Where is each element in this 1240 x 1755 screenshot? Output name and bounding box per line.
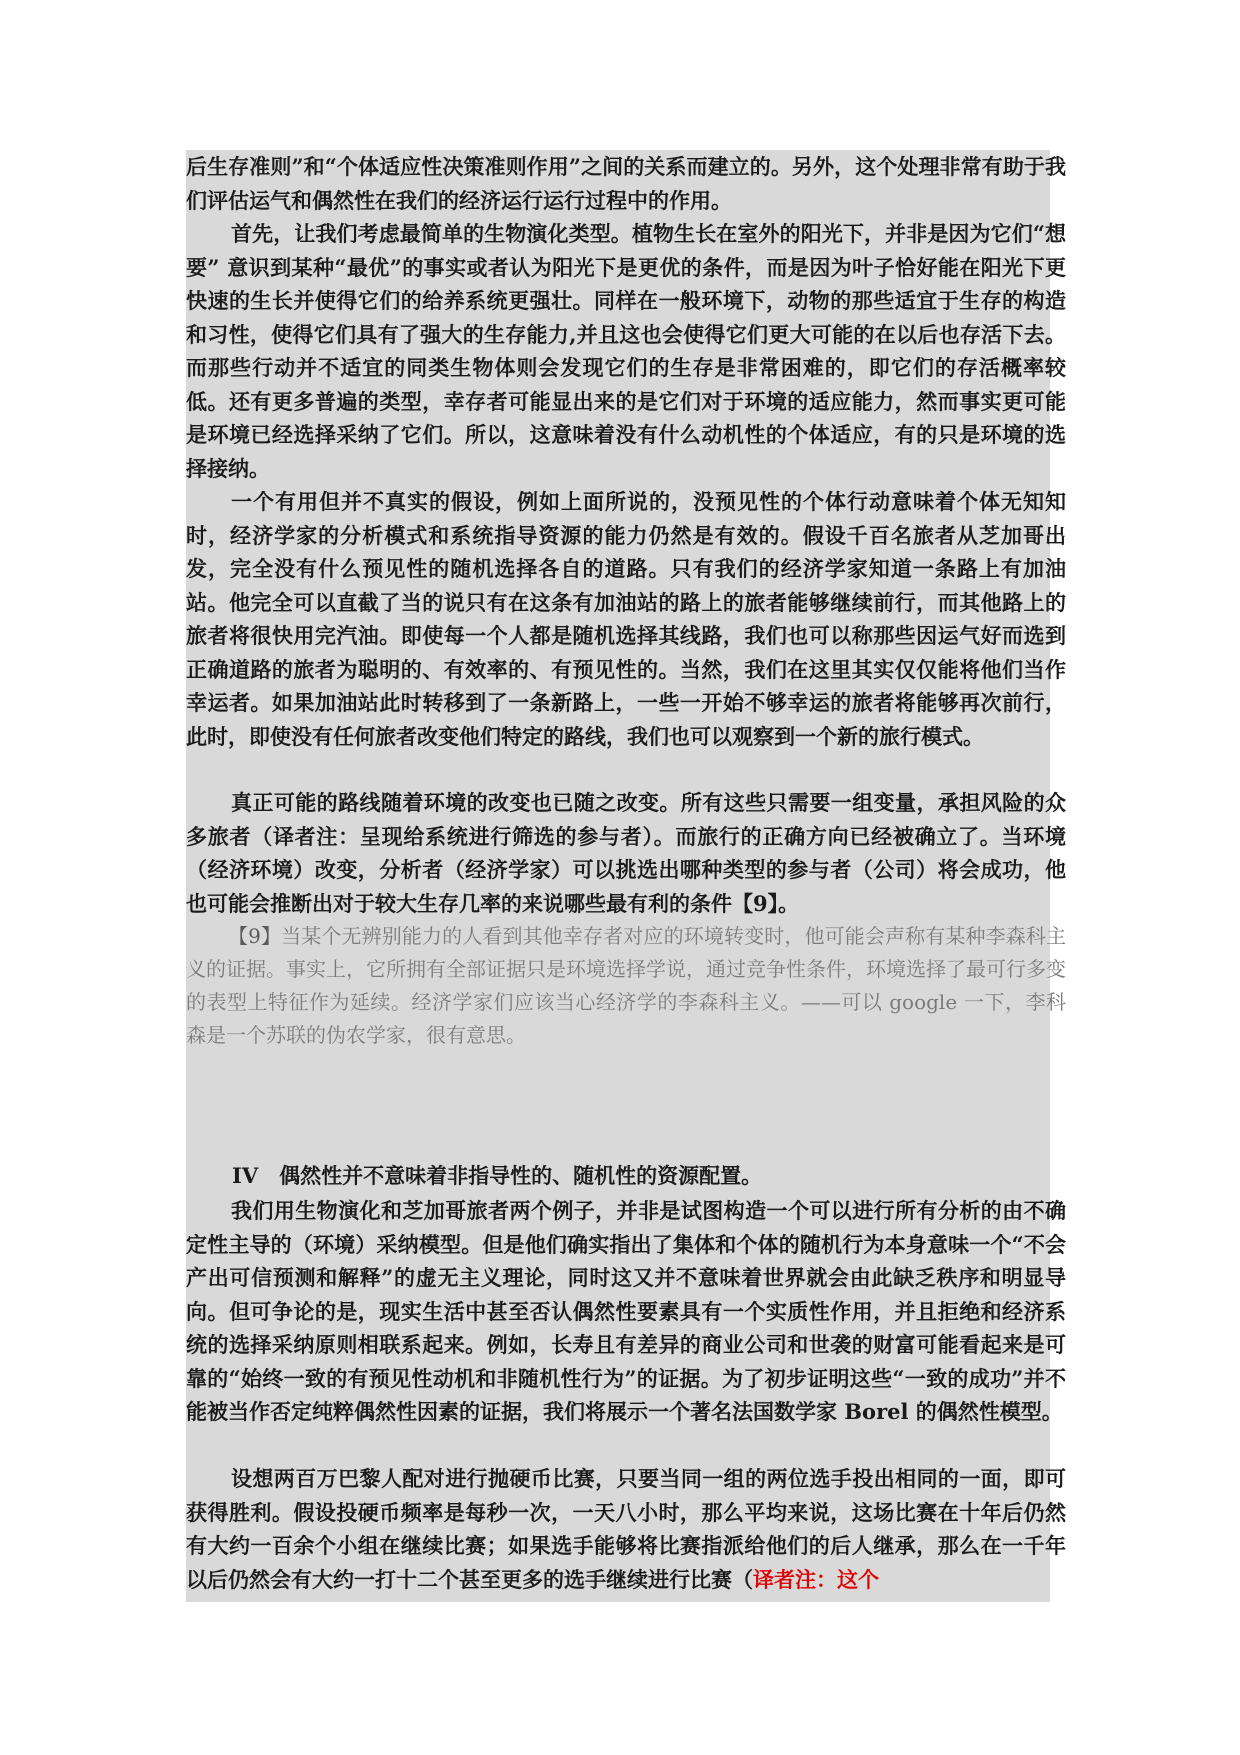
paragraph-5: 我们用生物演化和芝加哥旅者两个例子，并非是试图构造一个可以进行所有分析的由不确定性主导的（环境）采纳模型。但是他们确实指出了集体和个体的随机行为本身意味一个“不会产出可信预测和解释”的虚无主义理论，同时这又并不意味着世界就会由此缺乏秩序和明显导向。但可争论的是，现实生活中甚至否认偶然性要素具有一个实质性作用，并且拒绝和经济系统的选择采纳原则相联系起来。例如，长寿且有差异的商业公司和世袭的财富可能看起来是可靠的“始终一致的有预见性动机和非随机性行为”的证据。为了初步证明这些“一致的成功”并不能被当作否定纯粹偶然性因素的证据，我们将展示一个著名法国数学家 Borel 的偶然性模型。 [186,1198,1066,1424]
footnote-9 [186,920,1066,1052]
paragraph-1: 后生存准则”和“个体适应性决策准则作用”之间的关系而建立的。另外，这个处理非常有助于我们评估运气和偶然性在我们的经济运行运行过程中的作用。 [186,154,1066,213]
footnote-marker: 【9】 [228,924,282,948]
paragraph-2: 首先，让我们考虑最简单的生物演化类型。植物生长在室外的阳光下，并非是因为它们“想要” 意识到某种“最优”的事实或者认为阳光下是更优的条件，而是因为叶子恰好能在阳光下更快速的生长并使得它们的给养系统更强壮。同样在一般环境下，动物的那些适宜于生存的构造和习性，使得它们具有了强大的生存能力,并且这也会使得它们更大可能的在以后也存活下去。而那些行动并不适宜的同类生物体则会发现它们的生存是非常困难的，即它们的存活概率较低。还有更多普遍的类型，幸存者可能显出来的是它们对于环境的适应能力，然而事实更可能是环境已经选择采纳了它们。所以，这意味着没有什么动机性的个体适应，有的只是环境的选择接纳。 [186,221,1066,481]
footnote-text: 当某个无辨别能力的人看到其他幸存者对应的环境转变时，他可能会声称有某种李森科主义的证据。事实上，它所拥有全部证据只是环境选择学说，通过竞争性条件，环境选择了最可行多变的表型上特征作为延续。经济学家们应该当心经济学的李森科主义。——可以 google 一下，李科森是一个苏联的伪农学家，很有意思。 [186,924,1067,1047]
paragraph-3: 一个有用但并不真实的假设，例如上面所说的，没预见性的个体行动意味着个体无知知时，经济学家的分析模式和系统指导资源的能力仍然是有效的。假设千百名旅者从芝加哥出发，完全没有什么预见性的随机选择各自的道路。只有我们的经济学家知道一条路上有加油站。他完全可以直截了当的说只有在这条有加油站的路上的旅者能够继续前行，而其他路上的旅者将很快用完汽油。即使每一个人都是随机选择其线路，我们也可以称那些因运气好而选到正确道路的旅者为聪明的、有效率的、有预见性的。当然，我们在这里其实仅仅能将他们当作幸运者。如果加油站此时转移到了一条新路上，一些一开始不够幸运的旅者将能够再次前行，此时，即使没有任何旅者改变他们特定的路线，我们也可以观察到一个新的旅行模式。 [186,489,1066,749]
paragraph-4: 真正可能的路线随着环境的改变也已随之改变。所有这些只需要一组变量，承担风险的众多旅者（译者注：呈现给系统进行筛选的参与者）。而旅行的正确方向已经被确立了。当环境（经济环境）改变，分析者（经济学家）可以挑选出哪种类型的参与者（公司）将会成功，他也可能会推断出对于较大生存几率的来说哪些最有利的条件【9】。 [186,790,1066,916]
translator-note-red: 译者注：这个 [753,1566,879,1592]
paragraph-6-text: 设想两百万巴黎人配对进行抛硬币比赛，只要当同一组的两位选手投出相同的一面，即可获得胜利。假设投硬币频率是每秒一次，一天八小时，那么平均来说，这场比赛在十年后仍然有大约一百余个小组在继续比赛；如果选手能够将比赛指派给他们的后人继承，那么在一千年以后仍然会有大约一打十二个甚至更多的选手继续进行比赛（ [186,1466,1066,1592]
section-heading: IV 偶然性并不意味着非指导性的、随机性的资源配置。 [232,1163,763,1188]
paragraph-6 [186,1462,1066,1596]
